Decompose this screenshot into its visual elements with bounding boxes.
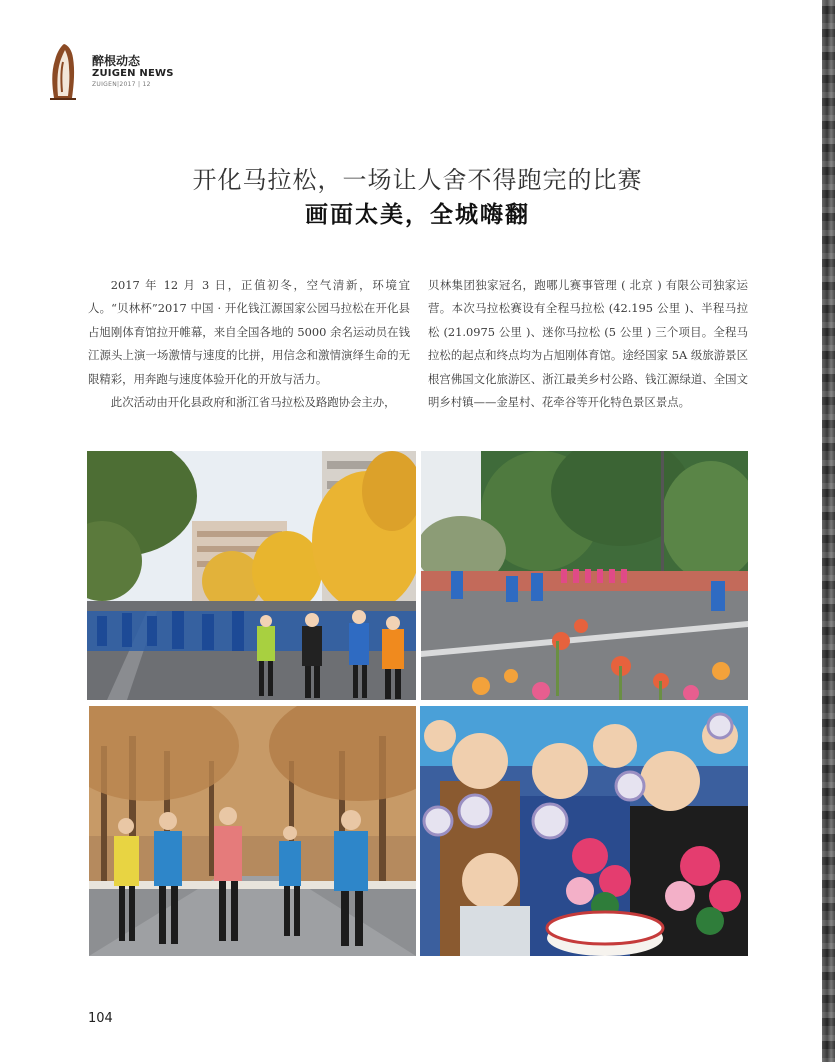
section-header: [48, 40, 248, 102]
article-title: 开化马拉松，一场让人舍不得跑完的比赛: [192, 166, 643, 194]
section-title-en: ZUIGEN NEWS: [92, 68, 174, 79]
issue-date: ZUIGEN|2017 | 12: [92, 81, 151, 88]
paragraph: 贝林集团独家冠名，跑哪儿赛事管理 ( 北京 ) 有限公司独家运营。本次马拉松赛设有全程马拉松 (42.195 公里 )、半程马拉松 (21.0975 公里 )、迷你马拉松 (5 公里 ) 三个项目。全程马拉松的起点和终点均为占旭刚体育馆。途经国家 5A 级旅游景区根宫佛国文化旅游区、浙江最美乡村公路、钱江源绿道、全国文明乡村镇——金星村、花牵谷等开化特色景区景点。: [428, 278, 748, 410]
photo-runners-park: [421, 451, 748, 700]
photo-medal-winners: [420, 706, 748, 956]
section-title-cn: 醉根动态: [92, 54, 141, 68]
photo-runners-street: [87, 451, 416, 700]
article-column-left: [88, 274, 410, 414]
root-sculpture-icon: [48, 42, 78, 100]
paragraph: 此次活动由开化县政府和浙江省马拉松及路跑协会主办，: [110, 395, 396, 410]
article-column-right: [428, 274, 748, 414]
photo-runners-forest: [89, 706, 416, 956]
article-subtitle: 画面太美，全城嗨翻: [305, 202, 530, 228]
page-number: 104: [88, 1011, 113, 1026]
paragraph: 2017 年 12 月 3 日，正值初冬，空气清新，环境宜人。“贝林杯”2017 中国 · 开化钱江源国家公园马拉松在开化县占旭刚体育馆拉开帷幕，来自全国各地的 5000 余名运动员在钱江源头上演一场激情与速度的比拼，用信念和激情演绎生命的无限精彩，用奔跑与速度体验开化的开放与活力。: [88, 278, 410, 386]
